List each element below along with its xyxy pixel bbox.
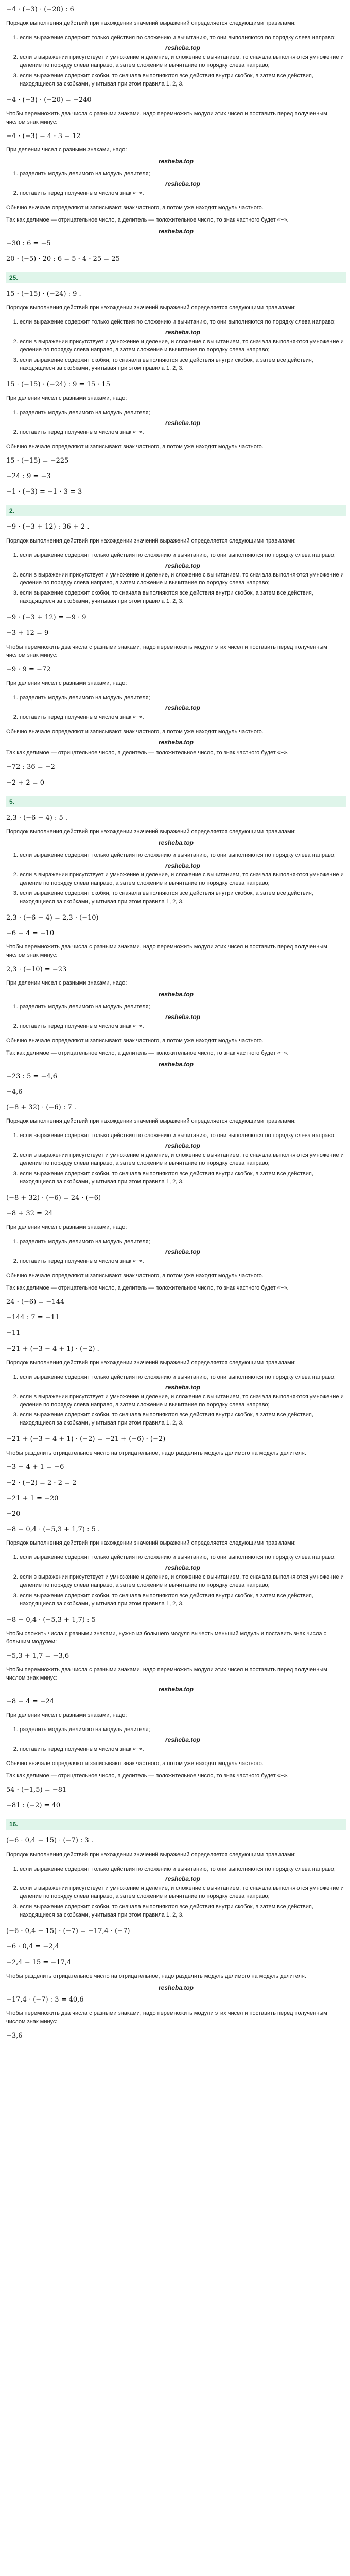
explanation-text: Порядок выполнения действий при нахождении значений выражений определяется следующими правилами: xyxy=(6,20,296,27)
explanation-text: Порядок выполнения действий при нахождении значений выражений определяется следующими правилами: xyxy=(6,1359,296,1366)
explanation-text: Чтобы сложить числа с разными знаками, нужно из большего модуля вычесть меньший модуль и поставить знак числа с большим модулем: xyxy=(6,1631,327,1646)
watermark-text: resheba.top xyxy=(165,329,200,336)
math-expression: −21 + (−3 − 4 + 1) · (−2) . xyxy=(6,1345,99,1353)
explanation-text: Порядок выполнения действий при нахождении значений выражений определяется следующими правилами: xyxy=(6,1118,296,1125)
rules-list xyxy=(6,550,346,608)
rules-list xyxy=(6,1552,346,1611)
exercise-number: 2. xyxy=(6,505,346,516)
rules-list xyxy=(6,692,346,724)
explanation-text: Чтобы перемножить два числа с разными знаками, надо перемножить модули этих чисел и поставить перед полученным числом знак минус: xyxy=(6,1667,327,1682)
explanation-text: Так как делимое — отрицательное число, а делитель — положительное число, то знак частного будет «−». xyxy=(6,216,289,223)
math-expression: −6 − 4 = −10 xyxy=(6,929,55,937)
math-expression: (−6 · 0,4 − 15) · (−7) = −17,4 · (−7) xyxy=(6,1927,130,1936)
math-expression: −81 : (−2) = 40 xyxy=(6,1802,61,1810)
rule-item: 1. если выражение содержит только действия по сложению и вычитанию, то они выполняются по порядку слева направо; xyxy=(20,552,346,560)
explanation-text: Порядок выполнения действий при нахождении значений выражений определяется следующими правилами: xyxy=(6,304,296,311)
watermark-text: resheba.top xyxy=(165,44,200,52)
explanation-text: Обычно вначале определяют и записывают знак частного, а потом уже находят модуль частного. xyxy=(6,1273,264,1279)
explanation-text: При делении чисел с разными знаками, надо: xyxy=(6,980,127,986)
rules-list xyxy=(6,1371,346,1430)
math-expression: −21 + (−3 − 4 + 1) · (−2) = −21 + (−6) · (−2) xyxy=(6,1435,166,1444)
math-expression: −1 · (−3) = −1 · 3 = 3 xyxy=(6,488,82,496)
explanation-text: Чтобы перемножить два числа с разными знаками, надо перемножить модули этих чисел и поставить перед полученным числом знак минус: xyxy=(6,943,327,958)
explanation-text: Обычно вначале определяют и записывают знак частного, а потом уже находят модуль частного. xyxy=(6,204,264,211)
math-expression: −4 · (−3) = 4 · 3 = 12 xyxy=(6,132,81,140)
exercise-number: 16. xyxy=(6,1819,346,1830)
math-expression: −3,6 xyxy=(6,2031,23,2040)
rules-list xyxy=(6,1863,346,1922)
rule-item: 2. поставить перед полученным числом знак «−». xyxy=(20,1745,346,1754)
watermark-text: resheba.top xyxy=(165,704,200,711)
math-expression: −4 · (−3) · (−20) = −240 xyxy=(6,96,92,104)
rule-item: 3. если выражение содержит скобки, то сначала выполняются все действия внутри скобок, а затем все действия, находящиеся за скобками, учитывая при этом правила 1, 2, 3. xyxy=(20,1170,346,1187)
math-expression: −6 · 0,4 = −2,4 xyxy=(6,1943,59,1951)
rules-list xyxy=(6,1236,346,1268)
rule-item: 1. если выражение содержит только действия по сложению и вычитанию, то они выполняются по порядку слева направо; xyxy=(20,34,346,42)
math-expression: (−6 · 0,4 − 15) · (−7) : 3 . xyxy=(6,1837,93,1845)
rule-item: 1. если выражение содержит только действия по сложению и вычитанию, то они выполняются по порядку слева направо; xyxy=(20,852,346,860)
explanation-text: При делении чисел с разными знаками, надо: xyxy=(6,1224,127,1231)
rule-item: 2. если в выражении присутствует и умножение и деление, и сложение с вычитанием, то сначала выполняются умножение и деление по порядку слева направо, а затем сложение и вычитание по порядку слева направо; xyxy=(20,1573,346,1590)
math-expression: −23 : 5 = −4,6 xyxy=(6,1072,58,1080)
explanation-text: При делении чисел с разными знаками, надо: xyxy=(6,680,127,686)
rule-item: 2. поставить перед полученным числом знак «−». xyxy=(20,1023,346,1031)
rule-item: 3. если выражение содержит скобки, то сначала выполняются все действия внутри скобок, а затем все действия, находящиеся за скобками, учитывая при этом правила 1, 2, 3. xyxy=(20,72,346,89)
math-expression: −11 xyxy=(6,1329,21,1337)
math-expression: −4 · (−3) · (−20) : 6 xyxy=(6,6,74,13)
math-expression: (−8 + 32) · (−6) : 7 . xyxy=(6,1104,76,1112)
rule-item: 1. разделить модуль делимого на модуль делителя; xyxy=(20,694,346,702)
watermark-text: resheba.top xyxy=(165,419,200,427)
watermark-text: resheba.top xyxy=(165,1248,200,1256)
explanation-text: Порядок выполнения действий при нахождении значений выражений определяется следующими правилами: xyxy=(6,1851,296,1858)
explanation-text: Чтобы разделить отрицательное число на отрицательное, надо разделить модуль делимого на модуль делителя. xyxy=(6,1973,306,1979)
math-expression: 2,3 · (−6 − 4) : 5 . xyxy=(6,814,67,822)
rule-item: 3. если выражение содержит скобки, то сначала выполняются все действия внутри скобок, а затем все действия, находящиеся за скобками, учитывая при этом правила 1, 2, 3. xyxy=(20,1411,346,1428)
math-expression: −2,4 − 15 = −17,4 xyxy=(6,1958,72,1967)
math-expression: −5,3 + 1,7 = −3,6 xyxy=(6,1652,69,1660)
rule-item: 2. если в выражении присутствует и умножение и деление, и сложение с вычитанием, то сначала выполняются умножение и деление по порядку слева направо, а затем сложение и вычитание по порядку слева направо; xyxy=(20,1885,346,1901)
rule-item: 2. если в выражении присутствует и умножение и деление, и сложение с вычитанием, то сначала выполняются умножение и деление по порядку слева направо, а затем сложение и вычитание по порядку слева направо; xyxy=(20,1393,346,1410)
watermark-text: resheba.top xyxy=(165,861,200,869)
explanation-text: Так как делимое — отрицательное число, а делитель — положительное число, то знак частного будет «−». xyxy=(6,1285,289,1291)
rule-item: 2. если в выражении присутствует и умножение и деление, и сложение с вычитанием, то сначала выполняются умножение и деление по порядку слева направо, а затем сложение и вычитание по порядку слева направо; xyxy=(20,571,346,588)
rule-item: 1. разделить модуль делимого на модуль делителя; xyxy=(20,1726,346,1734)
rule-item: 1. если выражение содержит только действия по сложению и вычитанию, то они выполняются по порядку слева направо; xyxy=(20,1374,346,1382)
watermark-text: resheba.top xyxy=(165,1875,200,1883)
rule-item: 1. если выражение содержит только действия по сложению и вычитанию, то они выполняются по порядку слева направо; xyxy=(20,318,346,327)
explanation-text: Порядок выполнения действий при нахождении значений выражений определяется следующими правилами: xyxy=(6,1540,296,1547)
math-expression: −8 + 32 = 24 xyxy=(6,1210,53,1218)
explanation-text: Так как делимое — отрицательное число, а делитель — положительное число, то знак частного будет «−». xyxy=(6,750,289,756)
rule-item: 2. если в выражении присутствует и умножение и деление, и сложение с вычитанием, то сначала выполняются умножение и деление по порядку слева направо, а затем сложение и вычитание по порядку слева направо; xyxy=(20,1151,346,1168)
math-expression: −4,6 xyxy=(6,1088,23,1096)
explanation-text: Чтобы перемножить два числа с разными знаками, надо перемножить модули этих чисел и поставить перед полученным числом знак минус: xyxy=(6,111,327,125)
rule-item: 3. если выражение содержит скобки, то сначала выполняются все действия внутри скобок, а затем все действия, находящиеся за скобками, учитывая при этом правила 1, 2, 3. xyxy=(20,890,346,906)
watermark-text: resheba.top xyxy=(158,1060,194,1068)
math-expression: 15 · (−15) = −225 xyxy=(6,456,69,465)
rules-list xyxy=(6,850,346,908)
rule-item: 3. если выражение содержит скобки, то сначала выполняются все действия внутри скобок, а затем все действия, находящиеся за скобками, учитывая при этом правила 1, 2, 3. xyxy=(20,357,346,373)
exercise-number: 5. xyxy=(6,796,346,807)
math-expression: −17,4 · (−7) : 3 = 40,6 xyxy=(6,1995,84,2004)
rule-item: 2. поставить перед полученным числом знак «−». xyxy=(20,429,346,437)
rule-item: 1. разделить модуль делимого на модуль делителя; xyxy=(20,170,346,178)
rule-item: 2. поставить перед полученным числом знак «−». xyxy=(20,1258,346,1266)
explanation-text: При делении чисел с разными знаками, надо: xyxy=(6,1712,127,1719)
explanation-text: Обычно вначале определяют и записывают знак частного, а потом уже находят модуль частного. xyxy=(6,728,264,735)
rules-list xyxy=(6,1130,346,1189)
watermark-text: resheba.top xyxy=(158,1686,194,1693)
watermark-text: resheba.top xyxy=(165,1142,200,1150)
rule-item: 1. разделить модуль делимого на модуль делителя; xyxy=(20,1003,346,1011)
rule-item: 1. если выражение содержит только действия по сложению и вычитанию, то они выполняются по порядку слева направо; xyxy=(20,1866,346,1874)
explanation-text: Обычно вначале определяют и записывают знак частного, а потом уже находят модуль частного. xyxy=(6,1037,264,1044)
watermark-text: resheba.top xyxy=(158,839,194,846)
rule-item: 3. если выражение содержит скобки, то сначала выполняются все действия внутри скобок, а затем все действия, находящиеся за скобками, учитывая при этом правила 1, 2, 3. xyxy=(20,589,346,606)
rule-item: 3. если выражение содержит скобки, то сначала выполняются все действия внутри скобок, а затем все действия, находящиеся за скобками, учитывая при этом правила 1, 2, 3. xyxy=(20,1592,346,1608)
math-expression: −144 : 7 = −11 xyxy=(6,1314,60,1322)
rule-item: 1. разделить модуль делимого на модуль делителя; xyxy=(20,409,346,417)
rules-list xyxy=(6,1724,346,1756)
rule-item: 3. если выражение содержит скобки, то сначала выполняются все действия внутри скобок, а затем все действия, находящиеся за скобками, учитывая при этом правила 1, 2, 3. xyxy=(20,1903,346,1920)
watermark-text: resheba.top xyxy=(165,562,200,569)
watermark-text: resheba.top xyxy=(165,1013,200,1021)
rule-item: 1. если выражение содержит только действия по сложению и вычитанию, то они выполняются по порядку слева направо; xyxy=(20,1554,346,1562)
exercise-number: 25. xyxy=(6,272,346,283)
math-expression: −2 · (−2) = 2 · 2 = 2 xyxy=(6,1479,77,1487)
rule-item: 2. поставить перед полученным числом знак «−». xyxy=(20,714,346,722)
watermark-text: resheba.top xyxy=(158,1984,194,1991)
watermark-text: resheba.top xyxy=(158,739,194,747)
math-expression: −30 : 6 = −5 xyxy=(6,239,51,247)
math-expression: (−8 + 32) · (−6) = 24 · (−6) xyxy=(6,1194,101,1202)
math-expression: −9 · 9 = −72 xyxy=(6,665,51,673)
rule-item: 1. если выражение содержит только действия по сложению и вычитанию, то они выполняются по порядку слева направо; xyxy=(20,1132,346,1140)
math-expression: 54 · (−1,5) = −81 xyxy=(6,1786,67,1794)
explanation-text: Так как делимое — отрицательное число, а делитель — положительное число, то знак частного будет «−». xyxy=(6,1049,289,1056)
math-expression: −72 : 36 = −2 xyxy=(6,763,55,771)
watermark-text: resheba.top xyxy=(165,180,200,188)
math-expression: 2,3 · (−6 − 4) = 2,3 · (−10) xyxy=(6,913,99,922)
rules-list xyxy=(6,407,346,439)
watermark-text: resheba.top xyxy=(158,990,194,998)
explanation-text: Обычно вначале определяют и записывают знак частного, а потом уже находят модуль частного. xyxy=(6,443,264,450)
rule-item: 1. разделить модуль делимого на модуль делителя; xyxy=(20,1238,346,1246)
math-expression: −8 − 4 = −24 xyxy=(6,1698,55,1706)
rules-list xyxy=(6,1001,346,1033)
math-expression: 15 · (−15) · (−24) : 9 . xyxy=(6,290,81,298)
math-expression: −9 · (−3 + 12) = −9 · 9 xyxy=(6,614,86,622)
rule-item: 2. если в выражении присутствует и умножение и деление, и сложение с вычитанием, то сначала выполняются умножение и деление по порядку слева направо, а затем сложение и вычитание по порядку слева направо; xyxy=(20,338,346,354)
math-expression: −24 : 9 = −3 xyxy=(6,472,51,481)
solution-feed xyxy=(6,2,346,2044)
math-expression: 24 · (−6) = −144 xyxy=(6,1298,65,1306)
math-expression: 20 · (−5) · 20 : 6 = 5 · 4 · 25 = 25 xyxy=(6,255,120,263)
watermark-text: resheba.top xyxy=(158,227,194,235)
math-expression: −21 + 1 = −20 xyxy=(6,1494,59,1502)
explanation-text: Порядок выполнения действий при нахождении значений выражений определяется следующими правилами: xyxy=(6,537,296,544)
watermark-text: resheba.top xyxy=(165,1383,200,1391)
math-expression: −3 + 12 = 9 xyxy=(6,629,49,637)
math-expression: −8 − 0,4 · (−5,3 + 1,7) : 5 xyxy=(6,1616,96,1624)
math-expression: −3 − 4 + 1 = −6 xyxy=(6,1463,64,1471)
explanation-text: Чтобы перемножить два числа с разными знаками, надо перемножить модули этих чисел и поставить перед полученным числом знак минус: xyxy=(6,643,327,658)
math-expression: 15 · (−15) · (−24) : 9 = 15 · 15 xyxy=(6,380,111,388)
explanation-text: Чтобы разделить отрицательное число на отрицательное, надо разделить модуль делимого на модуль делителя. xyxy=(6,1450,306,1456)
explanation-text: Чтобы перемножить два числа с разными знаками, надо перемножить модули этих чисел и поставить перед полученным числом знак минус: xyxy=(6,2010,327,2025)
explanation-text: Порядок выполнения действий при нахождении значений выражений определяется следующими правилами: xyxy=(6,828,296,835)
math-expression: −8 − 0,4 · (−5,3 + 1,7) : 5 . xyxy=(6,1526,100,1534)
watermark-text: resheba.top xyxy=(165,1564,200,1572)
explanation-text: Обычно вначале определяют и записывают знак частного, а потом уже находят модуль частного. xyxy=(6,1760,264,1767)
explanation-text: Так как делимое — отрицательное число, а делитель — положительное число, то знак частного будет «−». xyxy=(6,1773,289,1780)
math-expression: −2 + 2 = 0 xyxy=(6,778,45,787)
explanation-text: При делении чисел с разными знаками, надо: xyxy=(6,395,127,402)
math-expression: −9 · (−3 + 12) : 36 + 2 . xyxy=(6,523,90,531)
rules-list xyxy=(6,32,346,91)
rule-item: 2. поставить перед полученным числом знак «−». xyxy=(20,190,346,198)
watermark-text: resheba.top xyxy=(158,158,194,165)
explanation-text: При делении чисел с разными знаками, надо: xyxy=(6,147,127,154)
rules-list xyxy=(6,168,346,200)
rules-list xyxy=(6,316,346,375)
rule-item: 2. если в выражении присутствует и умножение и деление, и сложение с вычитанием, то сначала выполняются умножение и деление по порядку слева направо, а затем сложение и вычитание по порядку слева направо; xyxy=(20,54,346,70)
math-expression: 2,3 · (−10) = −23 xyxy=(6,965,67,973)
math-expression: −20 xyxy=(6,1510,21,1518)
rule-item: 2. если в выражении присутствует и умножение и деление, и сложение с вычитанием, то сначала выполняются умножение и деление по порядку слева направо, а затем сложение и вычитание по порядку слева направо; xyxy=(20,871,346,888)
watermark-text: resheba.top xyxy=(165,1736,200,1744)
